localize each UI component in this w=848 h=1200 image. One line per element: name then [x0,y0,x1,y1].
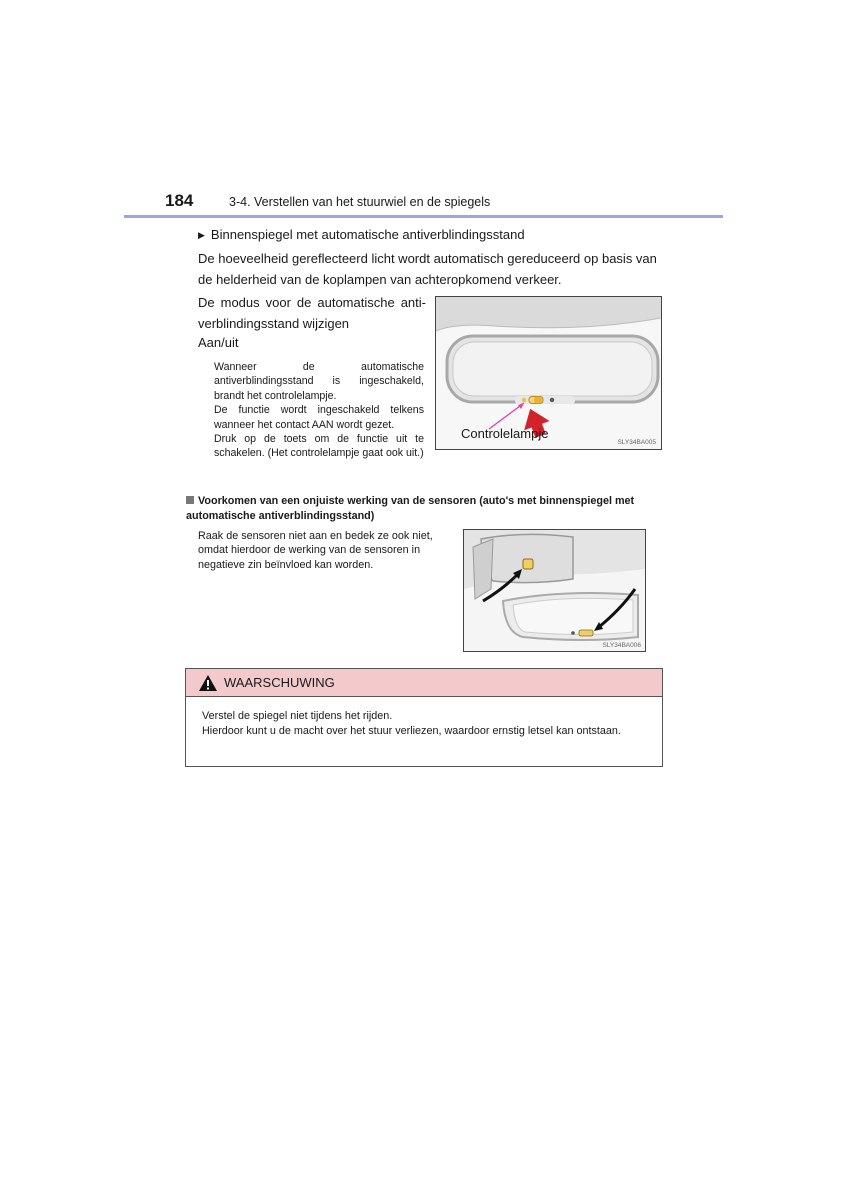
mirror-sensor-figure [463,529,646,652]
sub-heading [198,227,525,242]
triangle-bullet-icon: ▶ [198,230,205,240]
onoff-description [214,360,424,461]
warning-line-1: Verstel de spiegel niet tijdens het rijden. [202,710,393,722]
onoff-desc-2: De functie wordt ingeschakeld telkens wanneer het contact AAN wordt gezet. [214,404,424,431]
warning-box [185,668,663,767]
notice-text: Raak de sensoren niet aan en bedek ze ook niet, omdat hierdoor de werking van de sensoren in negatieve zin beïnvloed kan worden. [198,530,433,571]
notice-heading-text: Voorkomen van een onjuiste werking van de sensoren (auto's met binnenspiegel met automatische antiverblindingsstand) [186,495,635,522]
controlelampje-callout: Controlelampje [461,426,549,441]
onoff-desc-3: Druk op de toets om de functie uit te schakelen. (Het controlelampje gaat ook uit.) [214,433,424,460]
header-rule [124,215,723,218]
onoff-label: Aan/uit [198,335,239,350]
warning-body [202,709,653,738]
mode-heading: De modus voor de automatische anti-verblindingsstand wijzigen [198,295,426,331]
warning-header [186,669,662,697]
mirror-indicator-figure [435,296,662,450]
warning-triangle-icon [198,674,218,692]
warning-line-2: Hierdoor kunt u de macht over het stuur verliezen, waardoor ernstig letsel kan ontstaan. [202,724,621,737]
warning-title: WAARSCHUWING [224,675,335,690]
figure2-code: SLY34BA006 [602,642,641,649]
square-bullet-icon [186,496,194,504]
section-title: 3-4. Verstellen van het stuurwiel en de spiegels [229,195,491,209]
page-number: 184 [165,191,194,210]
onoff-desc-1: Wanneer de automatische antiverblindingsstand is ingeschakeld, brandt het controlelampje. [214,361,424,402]
sub-heading-text: Binnenspiegel met automatische antiverblindingsstand [210,227,525,242]
figure1-code: SLY34BA005 [617,439,656,446]
notice-heading [186,494,666,523]
intro-paragraph: De hoeveelheid gereflecteerd licht wordt automatisch gereduceerd op basis van de helderheid van de koplampen van achteropkomend verkeer. [198,251,657,287]
